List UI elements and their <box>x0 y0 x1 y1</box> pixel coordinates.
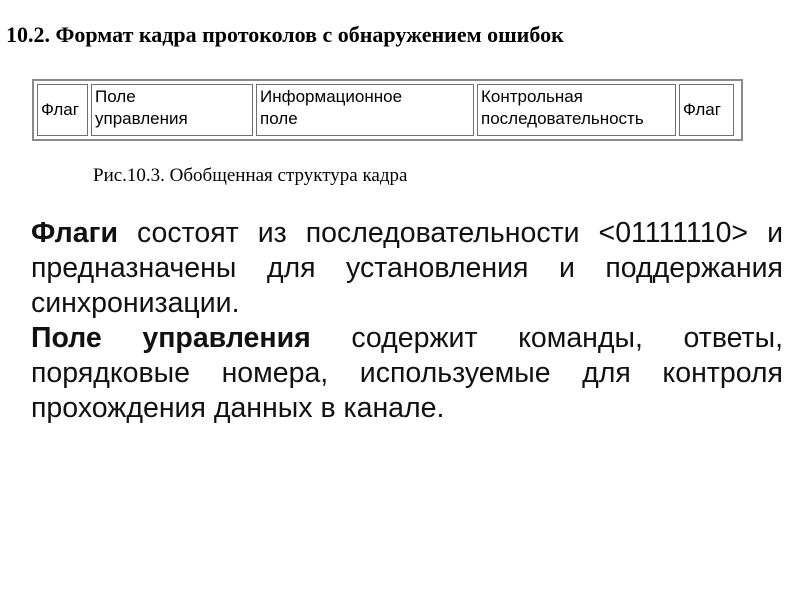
term-control-field: Поле управления <box>31 322 311 354</box>
frame-cell-information-field: Информационное поле <box>256 84 474 136</box>
paragraph-control-field <box>31 321 783 426</box>
body-text <box>31 216 783 426</box>
frame-structure-table <box>32 79 743 141</box>
paragraph-flags <box>31 216 783 321</box>
figure-caption: Рис.10.3. Обобщенная структура кадра <box>93 165 408 186</box>
frame-cell-flag-end: Флаг <box>679 84 734 136</box>
frame-cell-flag-start: Флаг <box>37 84 88 136</box>
paragraph-control-field-text: содержит команды, ответы, порядковые номера, используемые для контроля прохождения данных в канале. <box>31 322 783 424</box>
page-title: 10.2. Формат кадра протоколов с обнаружением ошибок <box>6 22 564 47</box>
frame-cell-control-field: Поле управления <box>91 84 253 136</box>
term-flags: Флаги <box>31 217 118 249</box>
frame-cell-check-sequence: Контрольная последовательность <box>477 84 676 136</box>
paragraph-flags-text: состоят из последовательности <01111110> и предназначены для установления и поддержания синхронизации. <box>31 217 783 319</box>
